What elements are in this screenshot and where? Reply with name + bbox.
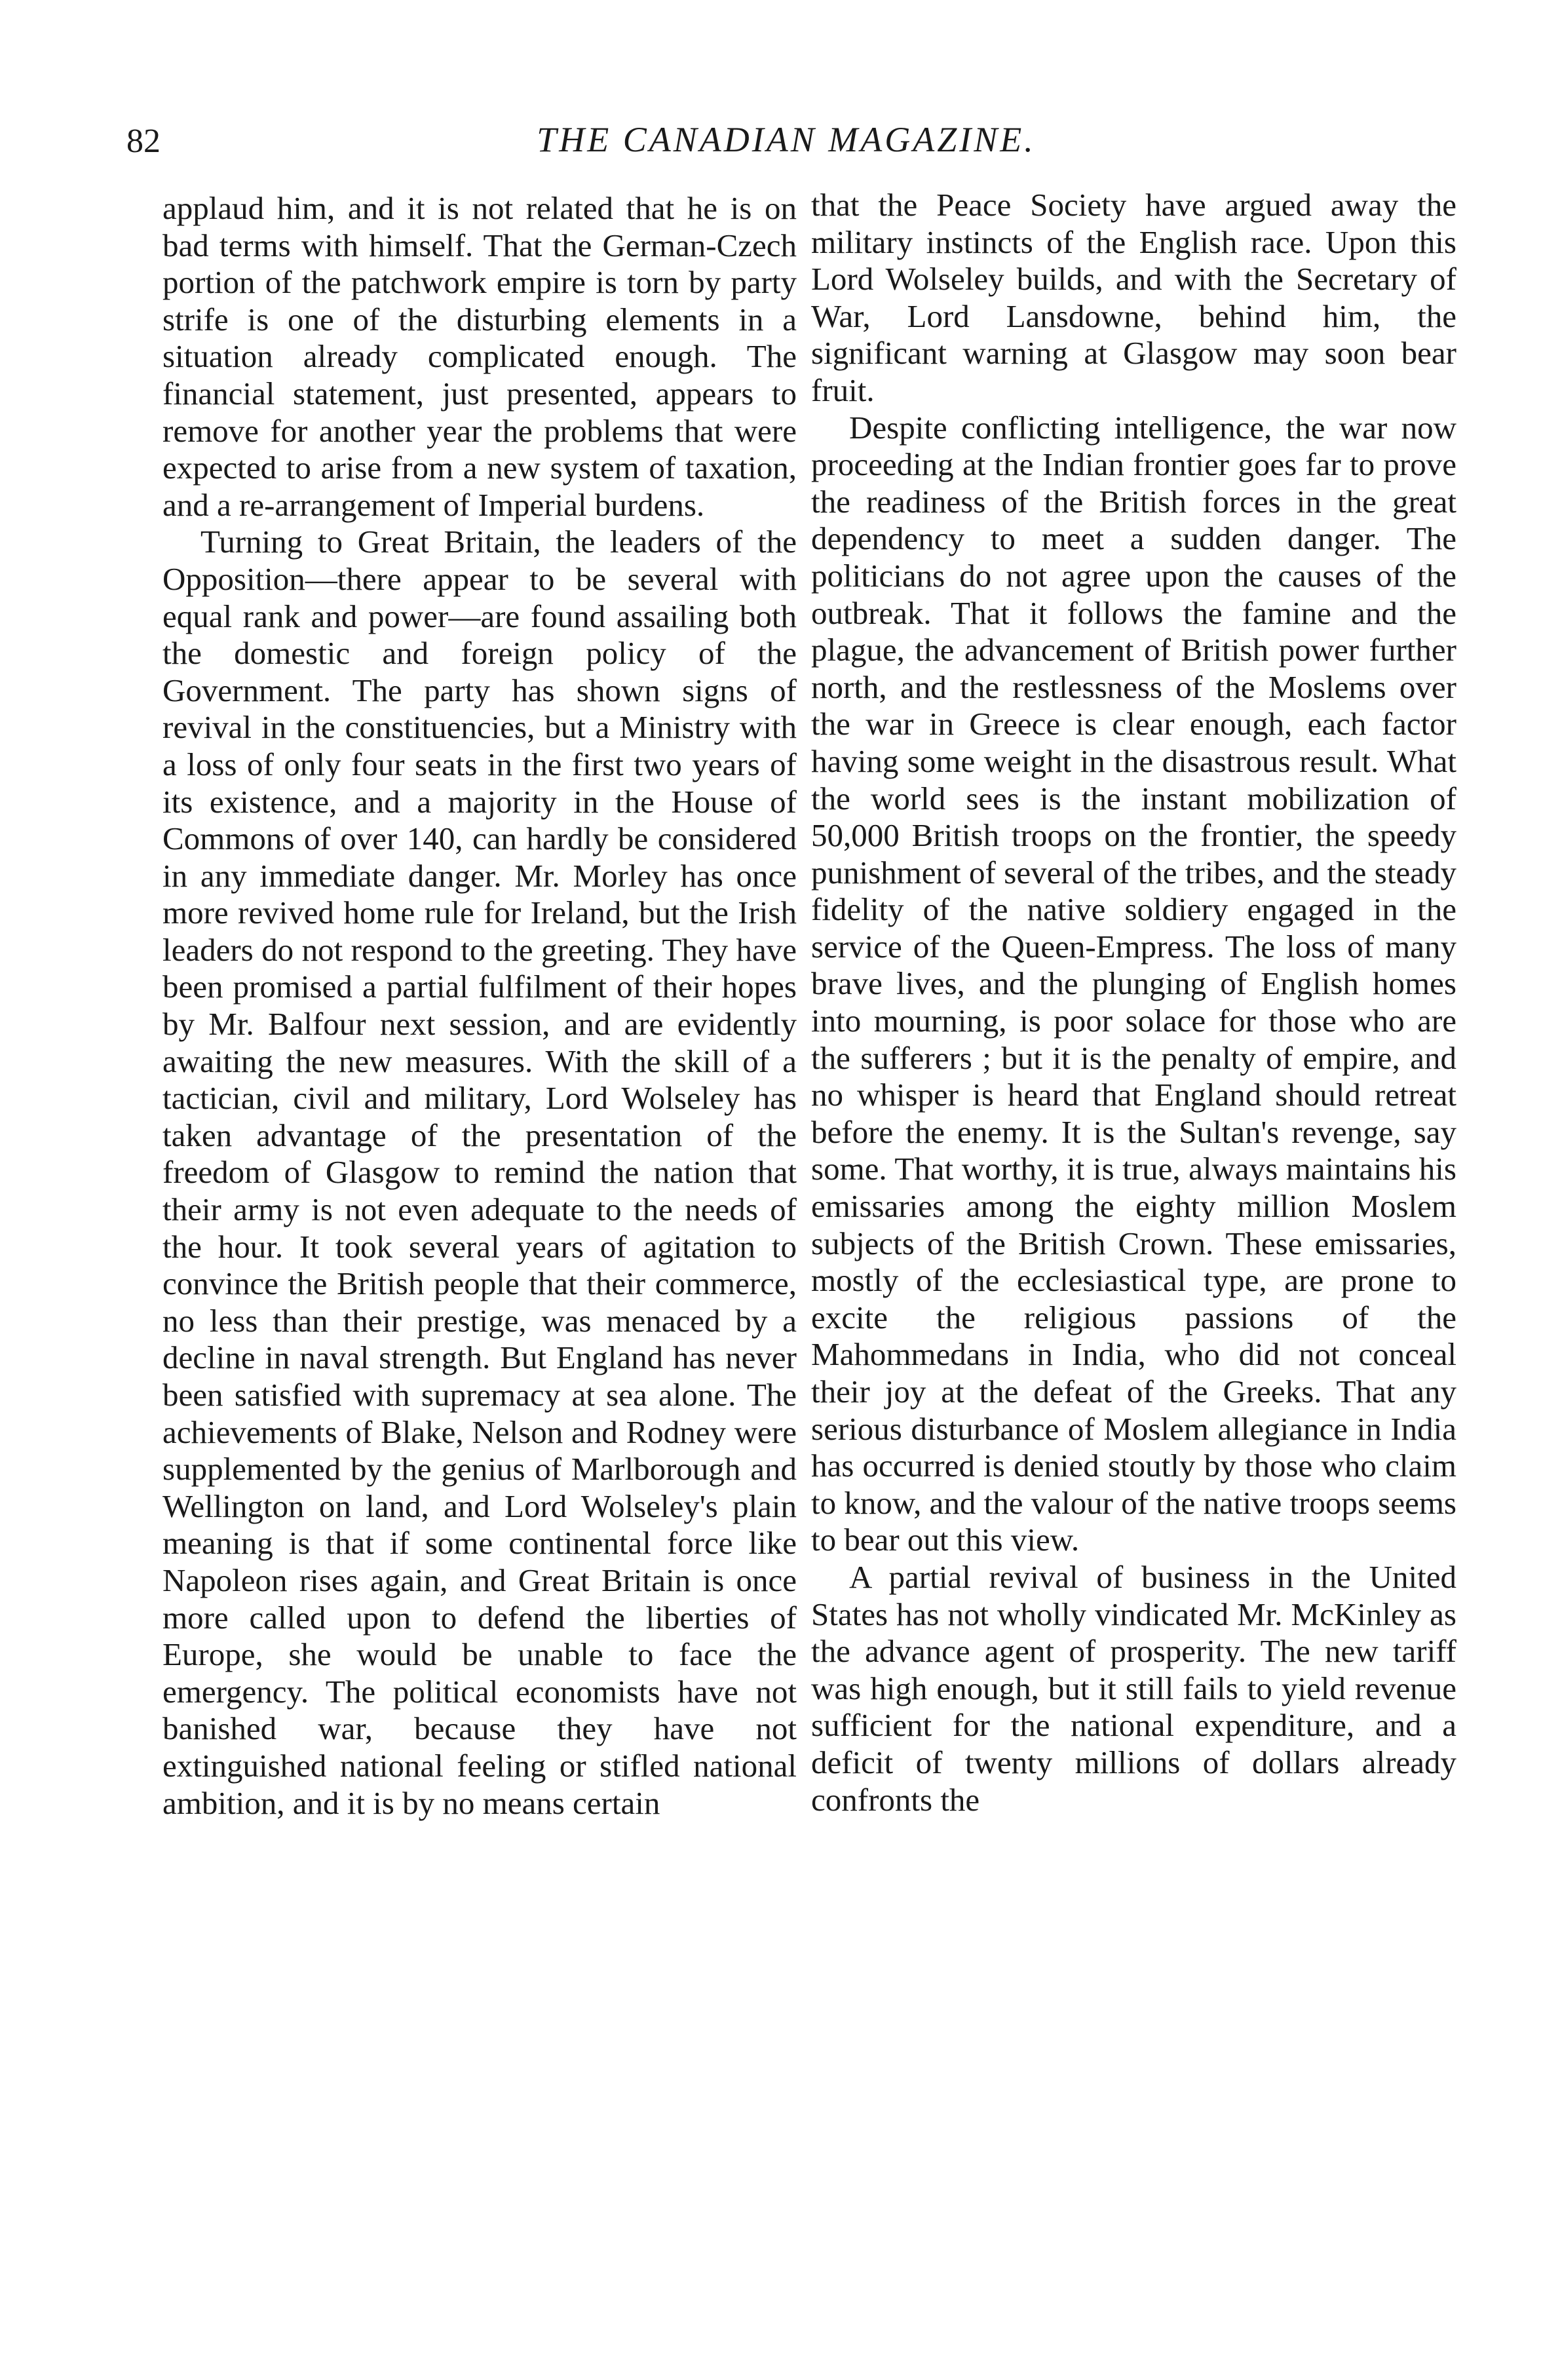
paragraph: A partial revival of business in the United States has not wholly vindicated Mr. McKinley as the advance agent of prosperity. The new tariff was high enough, but it still fails to yield revenue sufficient for the national expenditure, and a deficit of twenty millions of dollars already confronts the: [811, 1558, 1456, 1818]
left-column: [162, 190, 797, 1822]
right-column: [811, 187, 1456, 1818]
paragraph: Despite conflicting intelligence, the war now proceeding at the Indian frontier goes far to prove the readiness of the British forces in the great dependency to meet a sudden danger. The politicians do not agree upon the causes of the outbreak. That it follows the famine and the plague, the advancement of British power further north, and the restlessness of the Moslems over the war in Greece is clear enough, each factor having some weight in the disastrous result. What the world sees is the instant mobilization of 50,000 British troops on the frontier, the speedy punishment of several of the tribes, and the steady fidelity of the native soldiery engaged in the service of the Queen-Empress. The loss of many brave lives, and the plunging of English homes into mourning, is poor solace for those who are the sufferers ; but it is the penalty of empire, and no whisper is heard that England should retreat before the enemy. It is the Sultan's revenge, say some. That worthy, it is true, always maintains his emissaries among the eighty million Moslem subjects of the British Crown. These emissaries, mostly of the ecclesiastical type, are prone to excite the religious passions of the Mahommedans in India, who did not conceal their joy at the defeat of the Greeks. That any serious disturbance of Moslem allegiance in India has occurred is denied stoutly by those who claim to know, and the valour of the native troops seems to bear out this view.: [811, 409, 1456, 1558]
paragraph: that the Peace Society have argued away the military instincts of the English race. Upon this Lord Wolseley builds, and with the Secretary of War, Lord Lansdowne, behind him, the significant warning at Glasgow may soon bear fruit.: [811, 187, 1456, 408]
paragraph: Turning to Great Britain, the leaders of the Opposition—there appear to be several with equal rank and power—are found assailing both the domestic and foreign policy of the Government. The party has shown signs of revival in the constituencies, but a Ministry with a loss of only four seats in the first two years of its existence, and a majority in the House of Commons of over 140, can hardly be considered in any immediate danger. Mr. Morley has once more revived home rule for Ireland, but the Irish leaders do not respond to the greeting. They have been promised a partial fulfilment of their hopes by Mr. Balfour next session, and are evidently awaiting the new measures. With the skill of a tactician, civil and military, Lord Wolseley has taken advantage of the presentation of the freedom of Glasgow to remind the nation that their army is not even adequate to the needs of the hour. It took several years of agitation to convince the British people that their commerce, no less than their prestige, was menaced by a decline in naval strength. But England has never been satisfied with supremacy at sea alone. The achievements of Blake, Nelson and Rodney were supplemented by the genius of Marlborough and Wellington on land, and Lord Wolseley's plain meaning is that if some continental force like Napoleon rises again, and Great Britain is once more called upon to defend the liberties of Europe, she would be unable to face the emergency. The political economists have not banished war, because they have not extinguished national feeling or stifled national ambition, and it is by no means certain: [162, 524, 797, 1821]
running-title: THE CANADIAN MAGAZINE.: [537, 120, 1036, 159]
page-number: 82: [126, 123, 161, 160]
paragraph: applaud him, and it is not related that he is on bad terms with himself. That the German-Czech portion of the patchwork empire is torn by party strife is one of the disturbing elements in a situation already complicated enough. The financial statement, just presented, appears to remove for another year the problems that were expected to arise from a new system of taxation, and a re-arrangement of Imperial burdens.: [162, 190, 797, 523]
